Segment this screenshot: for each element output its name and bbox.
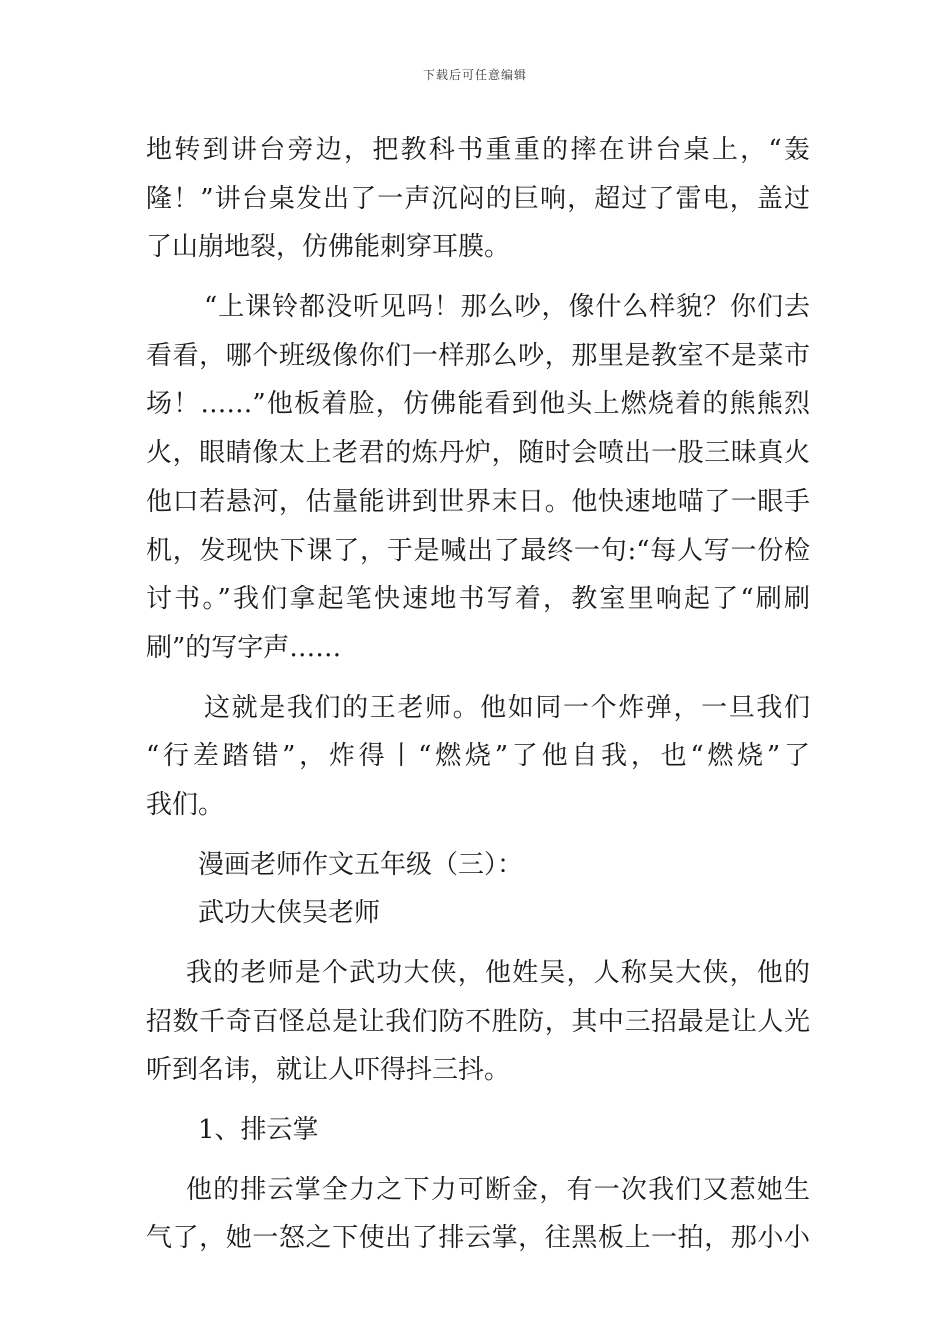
paragraph bbox=[146, 126, 810, 272]
text-line: “上课铃都没听见吗！那么吵，像什么样貌？你们去 bbox=[204, 292, 810, 323]
document-body bbox=[146, 126, 810, 1263]
subsection-heading: 1、排云掌 bbox=[198, 1115, 319, 1146]
paragraph bbox=[146, 949, 810, 1095]
section-heading: 漫画老师作文五年级（三）： bbox=[198, 849, 524, 880]
text-line: 这就是我们的王老师。他如同一个炸弹，一旦我们 bbox=[204, 692, 810, 723]
text-line: 我的老师是个武功大侠，他姓吴，人称吴大侠，他的 bbox=[186, 958, 810, 988]
page-header: 下载后可任意编辑 bbox=[422, 68, 527, 82]
text-line: 听到名讳，就让人吓得抖三抖。 bbox=[146, 1055, 511, 1086]
text-line: “行差踏错”，炸得丨“燃烧”了他自我，也“燃烧”了 bbox=[146, 741, 810, 772]
text-line: 场！……”他板着脸，仿佛能看到他头上燃烧着的熊熊烈 bbox=[146, 389, 810, 420]
paragraph bbox=[146, 841, 810, 890]
text-line: 机，发现快下课了，于是喊出了最终一句:“每人写一份检 bbox=[146, 535, 810, 566]
text-line: 他口若悬河，估量能讲到世界末日。他快速地喵了一眼手 bbox=[146, 486, 810, 517]
text-line: 地转到讲台旁边，把教科书重重的摔在讲台桌上，“轰 bbox=[146, 135, 810, 165]
text-line: 招数千奇百怪总是让我们防不胜防，其中三招最是让人光 bbox=[146, 1006, 810, 1037]
text-line: 气了，她一怒之下使出了排云掌，往黑板上一拍，那小小 bbox=[146, 1223, 810, 1254]
text-line: 隆！”讲台桌发出了一声沉闷的巨响，超过了雷电，盖过 bbox=[146, 183, 810, 214]
text-line: 他的排云掌全力之下力可断金，有一次我们又惹她生 bbox=[186, 1174, 810, 1205]
paragraph bbox=[146, 283, 810, 673]
text-line: 我们。 bbox=[146, 789, 225, 820]
text-line: 火，眼睛像太上老君的炼丹炉，随时会喷出一股三昧真火 bbox=[146, 438, 810, 469]
paragraph bbox=[146, 889, 810, 938]
text-line: 刷”的写字声…… bbox=[146, 632, 342, 663]
paragraph bbox=[146, 684, 810, 830]
text-line: 讨书。”我们拿起笔快速地书写着，教室里响起了“刷刷 bbox=[146, 584, 810, 615]
text-line: 了山崩地裂，仿佛能刺穿耳膜。 bbox=[146, 232, 511, 263]
essay-title: 武功大侠吴老师 bbox=[198, 898, 381, 929]
paragraph bbox=[146, 1106, 810, 1155]
paragraph bbox=[146, 1166, 810, 1263]
text-line: 看看，哪个班级像你们一样那么吵，那里是教室不是菜市 bbox=[146, 340, 810, 371]
